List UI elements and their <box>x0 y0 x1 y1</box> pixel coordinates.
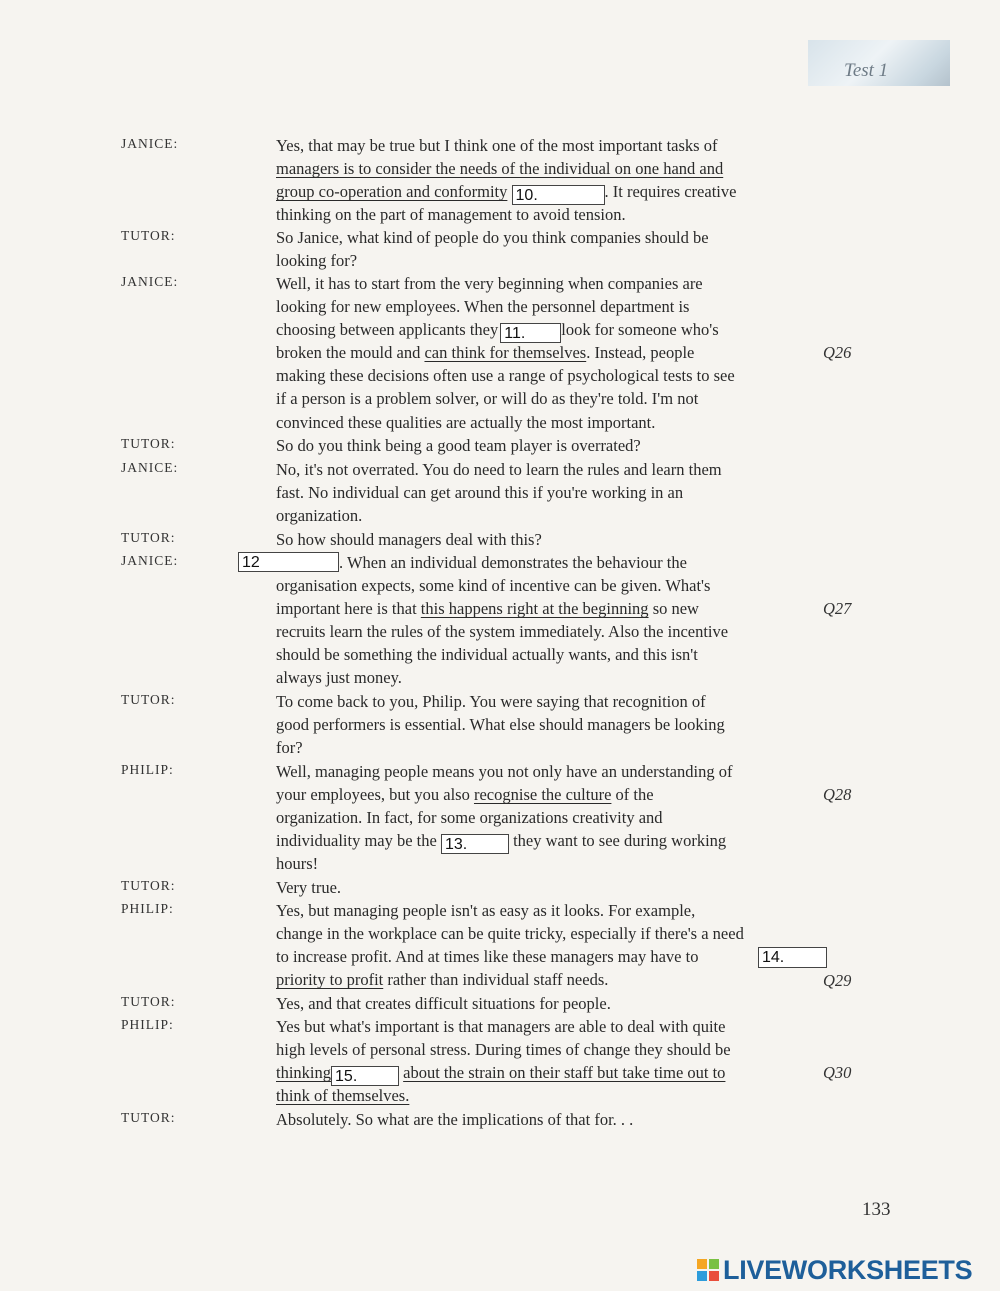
speaker-label: JANICE: <box>121 460 179 475</box>
speech-text: So Janice, what kind of people do you think companies should be looking for? <box>276 228 709 271</box>
speech-text: organisation expects, some kind of incentive can be given. What's important here is that this happens right at the beginning so new recruits learn the rules of the system immediately. Also the incentive should be something the individual actually wants, and this isn't always just money. <box>276 576 729 688</box>
speech-text: . When an individual demonstrates the behaviour the <box>339 553 687 572</box>
answer-box-15[interactable]: 15. <box>331 1066 399 1086</box>
question-number: Q30 <box>823 1063 852 1082</box>
speech-text: To come back to you, Philip. You were saying that recognition of good performers is essential. What else should managers be looking for? <box>276 692 725 758</box>
answer-box-11[interactable]: 11. <box>500 323 561 343</box>
liveworksheets-logo-icon <box>697 1259 719 1281</box>
question-number: Q28 <box>823 785 852 804</box>
speaker-label: PHILIP: <box>121 762 174 777</box>
speech-text: Yes, that may be true but I think one of the most important tasks of managers is to consider the needs of the individual on one hand and group co-operation and conformity 10. . It requires creative thinking on the part of management to avoid tension. <box>276 136 737 225</box>
speech-text: So do you think being a good team player is overrated? <box>276 436 641 455</box>
speaker-label: TUTOR: <box>121 878 176 893</box>
speech-text: Absolutely. So what are the implications of that for. . . <box>276 1110 634 1129</box>
answer-box-12[interactable]: 12 <box>238 552 339 572</box>
speech-text: Yes, but managing people isn't as easy as it looks. For example, change in the workplace can be quite tricky, especially if there's a need to increase profit. And at times like these managers may have to priority to profit rather than individual staff needs. <box>276 901 744 990</box>
speech-text: Yes, and that creates difficult situations for people. <box>276 994 611 1013</box>
speaker-label: JANICE: <box>121 553 179 568</box>
speaker-label: PHILIP: <box>121 901 174 916</box>
speaker-label: TUTOR: <box>121 994 176 1009</box>
speaker-label: TUTOR: <box>121 436 176 451</box>
speech-text: So how should managers deal with this? <box>276 530 542 549</box>
answer-box-13[interactable]: 13. <box>441 834 509 854</box>
test-tab-label: Test 1 <box>844 60 889 81</box>
question-number: Q26 <box>823 343 852 362</box>
answer-box-10[interactable]: 10. <box>512 185 605 205</box>
speaker-label: TUTOR: <box>121 530 176 545</box>
speaker-label: TUTOR: <box>121 228 176 243</box>
speech-text: Well, managing people means you not only have an understanding of your employees, but you also recognise the culture of the organization. In fact, for some organizations creativity and individuality may be the 13. they want to see during working hours! <box>276 762 733 874</box>
speech-text: Very true. <box>276 878 342 897</box>
speaker-label: TUTOR: <box>121 1110 176 1125</box>
speech-text: No, it's not overrated. You do need to learn the rules and learn them fast. No individual can get around this if you're working in an organization. <box>276 460 722 526</box>
speaker-label: JANICE: <box>121 274 179 289</box>
answer-box-14[interactable]: 14. <box>758 947 827 968</box>
speech-text: Well, it has to start from the very beginning when companies are looking for new employees. When the personnel department is choosing between applicants they 11. look for someone who's broken the mould and can think for themselves. Instead, people making these decisions often use a range of psychological tests to see if a person is a problem solver, or will do as they're told. I'm not convinced these qualities are actually the most important. <box>276 274 735 432</box>
speaker-label: PHILIP: <box>121 1017 174 1032</box>
speaker-label: TUTOR: <box>121 692 176 707</box>
speaker-label: JANICE: <box>121 136 179 151</box>
liveworksheets-brand[interactable]: LIVEWORKSHEETS <box>723 1255 973 1285</box>
question-number: Q29 <box>823 971 852 990</box>
speech-text: Yes but what's important is that managers are able to deal with quite high levels of personal stress. During times of change they should be thinking 15. about the strain on their staff but take time out to think of themselves. <box>276 1017 731 1106</box>
page-number: 133 <box>862 1199 891 1220</box>
question-number: Q27 <box>823 599 852 618</box>
